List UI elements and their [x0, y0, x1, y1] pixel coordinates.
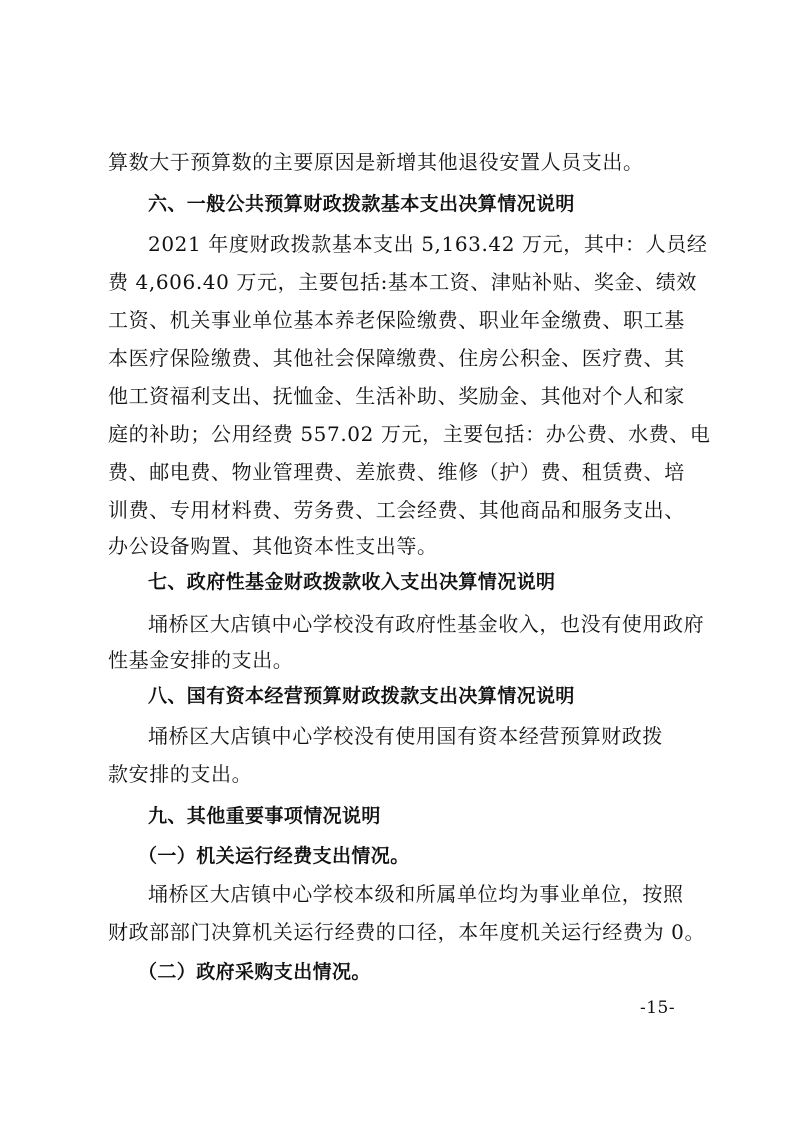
subsection-heading-1: （一）机关运行经费支出情况。	[138, 845, 410, 867]
body-text-line: 财政部部门决算机关运行经费的口径，本年度机关运行经费为 0。	[108, 920, 706, 944]
body-text-line: 庭的补助；公用经费 557.02 万元，主要包括：办公费、水费、电	[108, 422, 711, 446]
section-heading-9: 九、其他重要事项情况说明	[148, 805, 381, 827]
body-text-line: 办公设备购置、其他资本性支出等。	[108, 534, 438, 558]
body-text-line: 2021 年度财政拨款基本支出 5,163.42 万元，其中：人员经	[148, 232, 708, 256]
body-text-line: 本医疗保险缴费、其他社会保障缴费、住房公积金、医疗费、其	[108, 346, 685, 370]
section-heading-8: 八、国有资本经营预算财政拨款支出决算情况说明	[148, 685, 575, 707]
body-text-line: 费 4,606.40 万元，主要包括:基本工资、津贴补贴、奖金、绩效	[108, 270, 697, 294]
subsection-heading-2: （二）政府采购支出情况。	[138, 961, 371, 983]
section-heading-7: 七、政府性基金财政拨款收入支出决算情况说明	[148, 571, 556, 593]
section-heading-6: 六、一般公共预算财政拨款基本支出决算情况说明	[148, 193, 575, 215]
body-text-line: 款安排的支出。	[108, 762, 253, 786]
body-text-line: 他工资福利支出、抚恤金、生活补助、奖励金、其他对个人和家	[108, 384, 685, 408]
page-number: -15-	[640, 998, 676, 1018]
body-text-line: 埇桥区大店镇中心学校本级和所属单位均为事业单位，按照	[148, 882, 684, 906]
body-text-line: 费、邮电费、物业管理费、差旅费、维修（护）费、租赁费、培	[108, 460, 685, 484]
body-text-line: 埇桥区大店镇中心学校没有政府性基金收入，也没有使用政府	[148, 612, 705, 636]
body-text-line: 性基金安排的支出。	[108, 648, 294, 672]
body-text-line: 训费、专用材料费、劳务费、工会经费、其他商品和服务支出、	[108, 498, 685, 522]
body-text-line: 工资、机关事业单位基本养老保险缴费、职业年金缴费、职工基	[108, 308, 685, 332]
body-text-line: 埇桥区大店镇中心学校没有使用国有资本经营预算财政拨	[148, 724, 663, 748]
body-text-line: 算数大于预算数的主要原因是新增其他退役安置人员支出。	[108, 150, 644, 174]
